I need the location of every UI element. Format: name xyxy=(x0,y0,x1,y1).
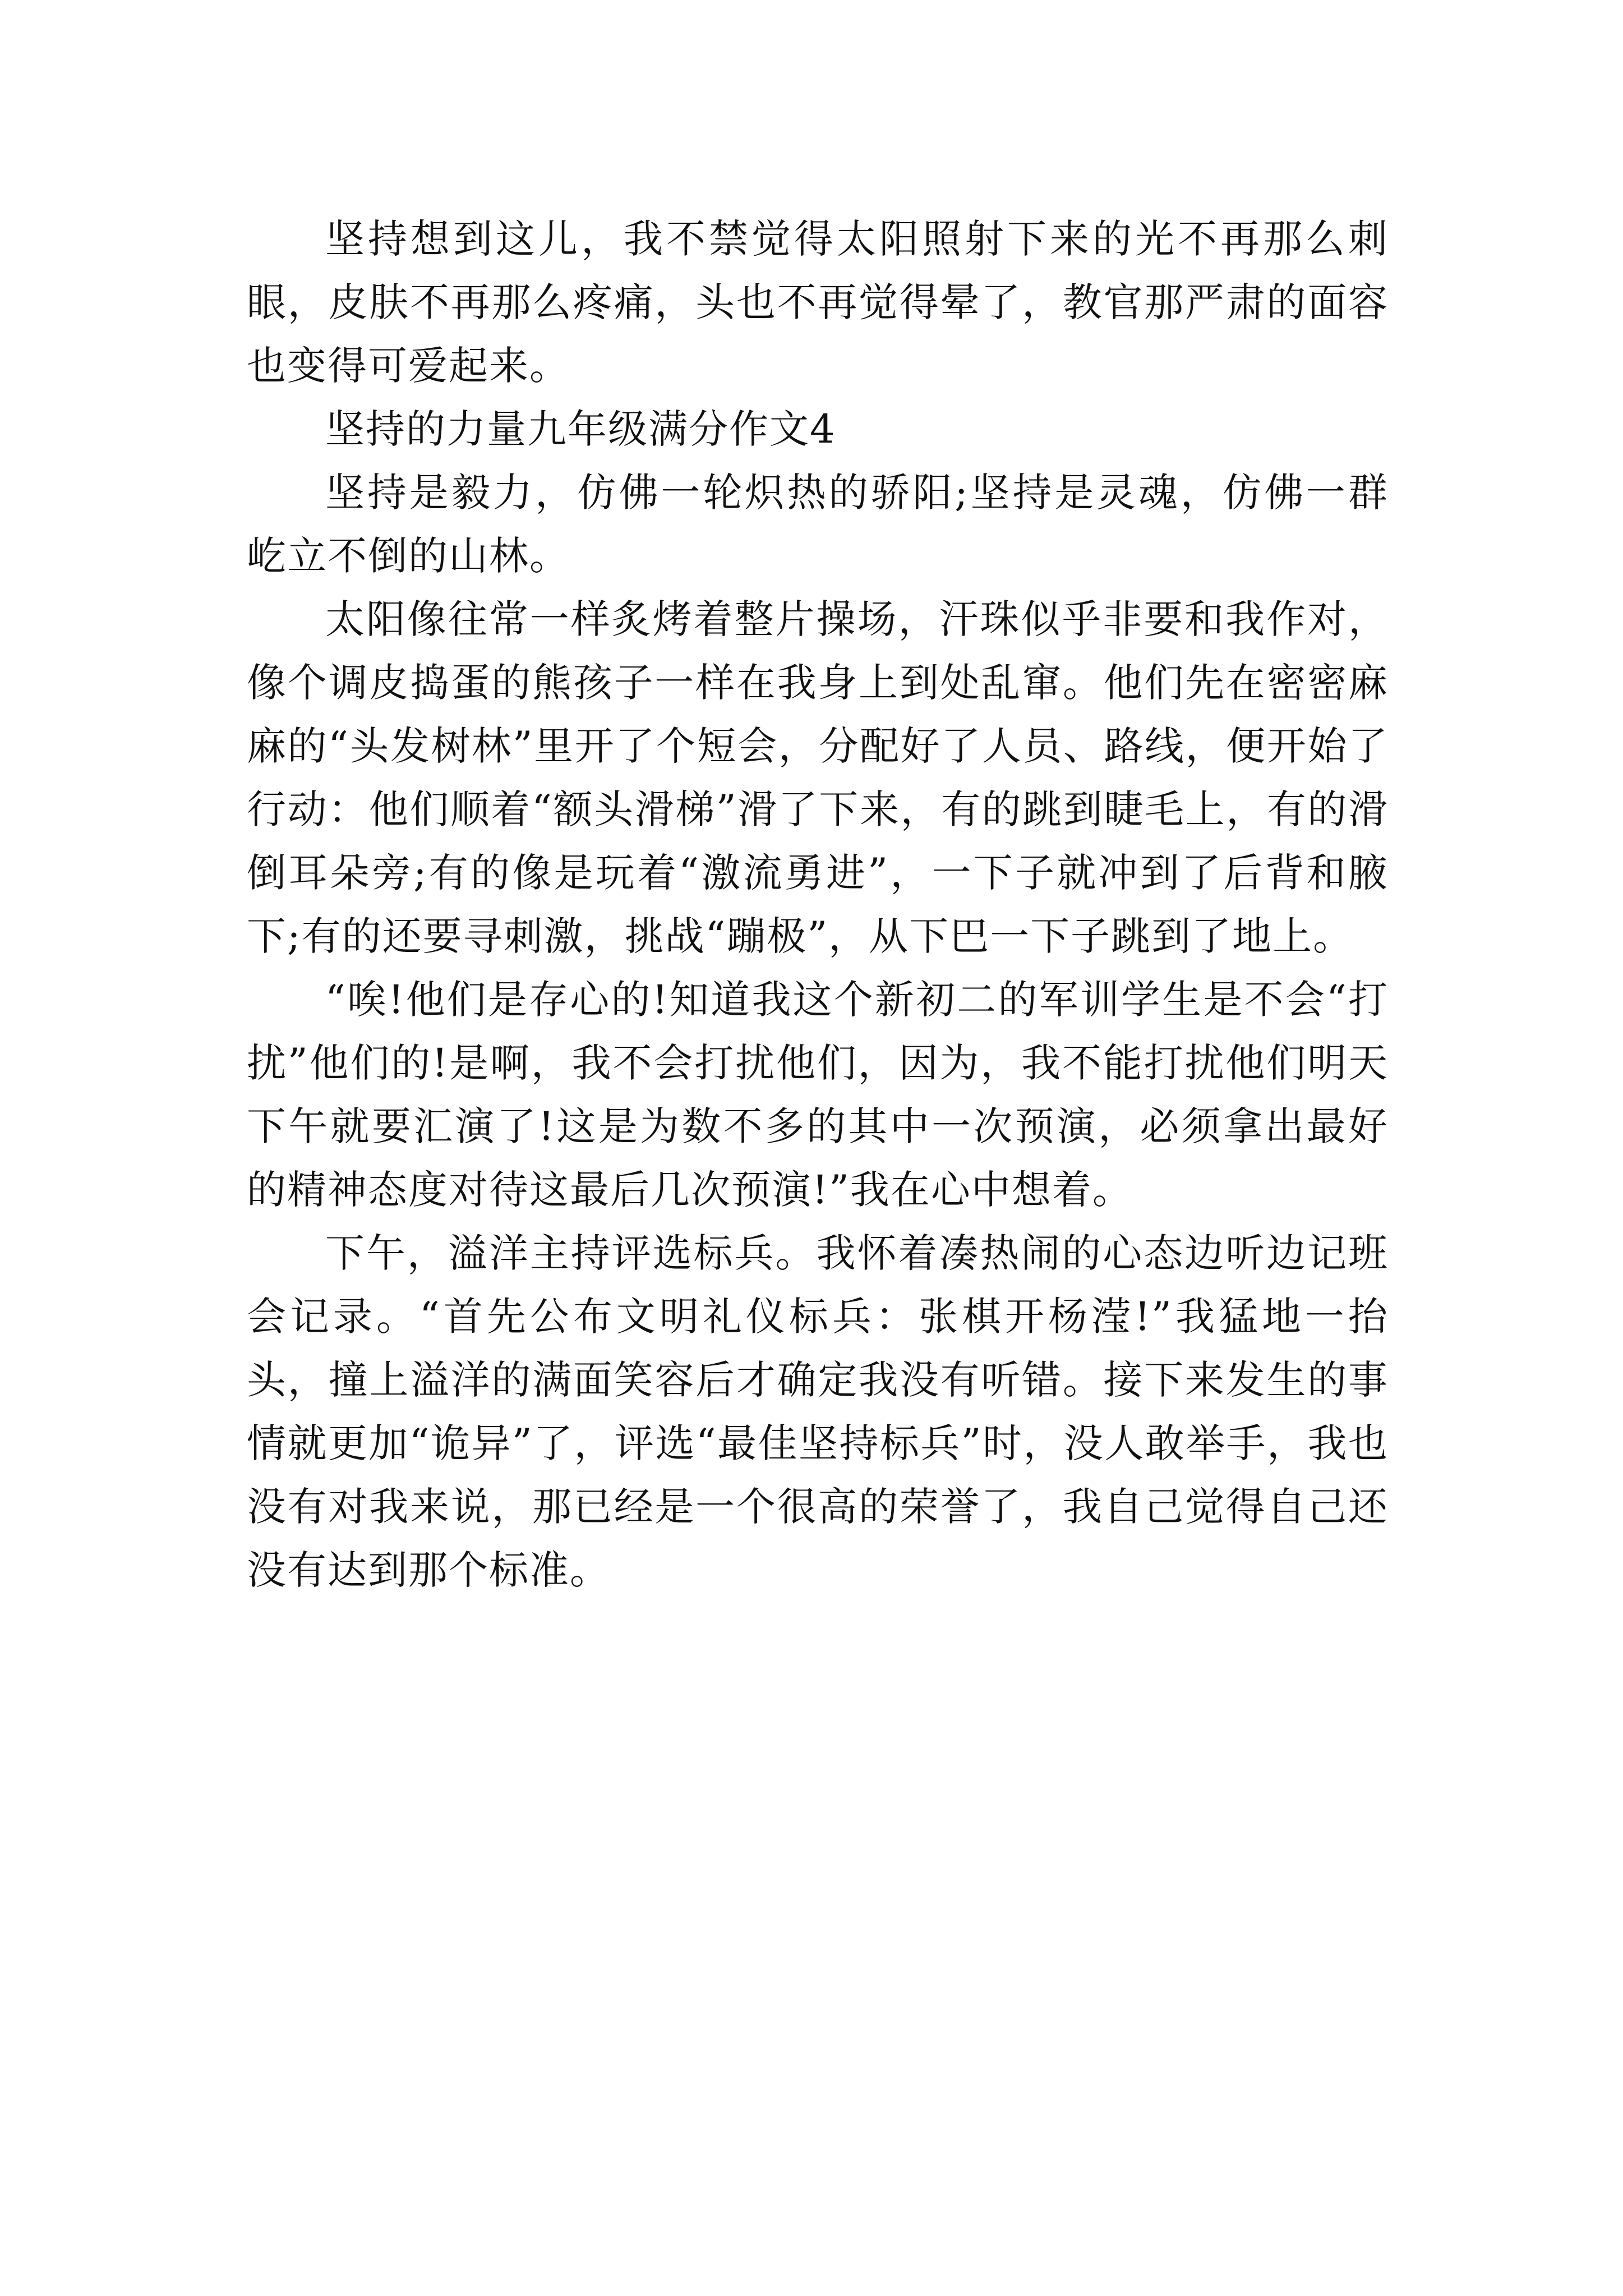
section-heading: 坚持的力量九年级满分作文4 xyxy=(325,406,836,452)
paragraph: 太阳像往常一样炙烤着整片操场，汗珠似乎非要和我作对，像个调皮捣蛋的熊孩子一样在我身上到处乱窜。他们先在密密麻麻的“头发树林”里开了个短会，分配好了人员、路线，便开始了行动：他们顺着“额头滑梯”滑了下来，有的跳到睫毛上，有的滑倒耳朵旁;有的像是玩着“激流勇进”，一下子就冲到了后背和腋下;有的还要寻刺激，挑战“蹦极”，从下巴一下子跳到了地上。 xyxy=(247,596,1389,959)
paragraph: 坚持想到这儿，我不禁觉得太阳照射下来的光不再那么刺眼，皮肤不再那么疼痛，头也不再觉得晕了，教官那严肃的面容也变得可爱起来。 xyxy=(247,216,1389,389)
paragraph: “唉!他们是存心的!知道我这个新初二的军训学生是不会“打扰”他们的!是啊，我不会打扰他们，因为，我不能打扰他们明天下午就要汇演了!这是为数不多的其中一次预演，必须拿出最好的精神态度对待这最后几次预演!”我在心中想着。 xyxy=(247,977,1389,1213)
paragraph: 坚持是毅力，仿佛一轮炽热的骄阳;坚持是灵魂，仿佛一群屹立不倒的山林。 xyxy=(247,470,1389,579)
paragraph: 下午，溢洋主持评选标兵。我怀着凑热闹的心态边听边记班会记录。“首先公布文明礼仪标兵：张棋开杨滢!”我猛地一抬头，撞上溢洋的满面笑容后才确定我没有听错。接下来发生的事情就更加“诡异”了，评选“最佳坚持标兵”时，没人敢举手，我也没有对我来说，那已经是一个很高的荣誉了，我自己觉得自己还没有达到那个标准。 xyxy=(247,1230,1389,1593)
document-body xyxy=(247,208,1389,1602)
